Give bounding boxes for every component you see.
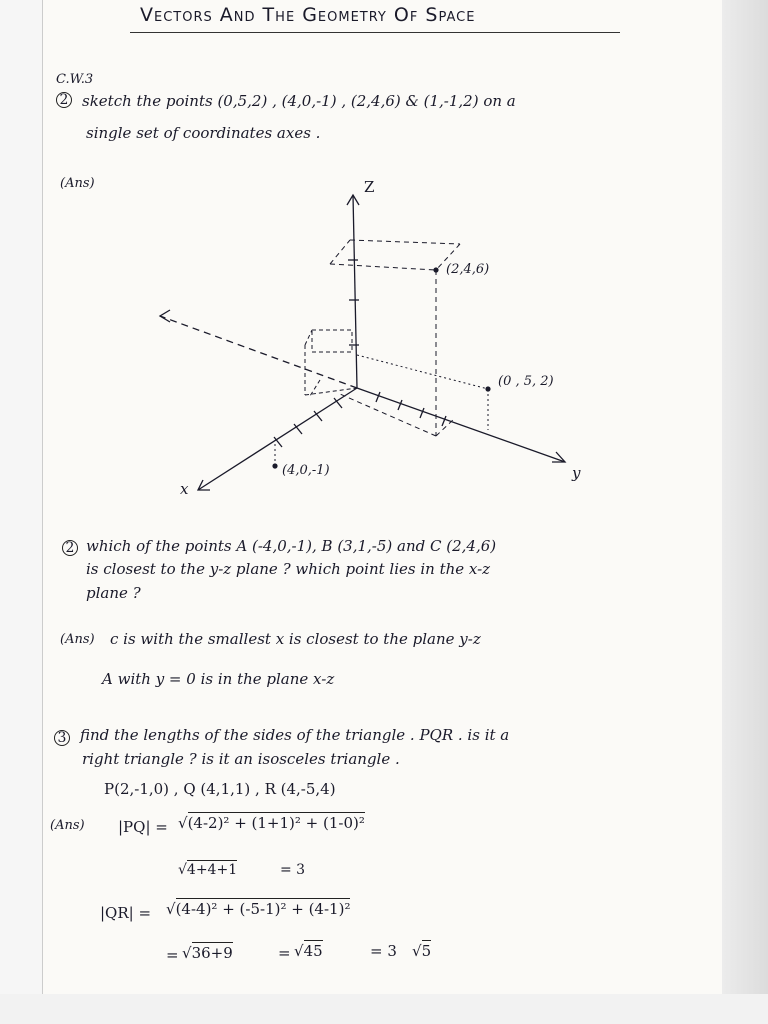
q3-text-line2: right triangle ? is it an isosceles triangle . <box>82 750 400 768</box>
q2-number: 2 <box>62 540 78 556</box>
q3-answer-label: (Ans) <box>50 818 85 833</box>
pq-result: = 3 <box>280 862 306 878</box>
q1-text-line2: single set of coordinates axes . <box>86 124 321 142</box>
point-0-5-2 <box>485 386 490 391</box>
pq-radicand-simplified: 4+4+1 <box>186 862 238 878</box>
z-axis-label: Z <box>364 178 375 196</box>
q3-text-line1: find the lengths of the sides of the triangle . PQR . is it a <box>80 726 510 744</box>
page-title: Vectors And The Geometry Of Space <box>140 4 476 26</box>
point-4-0-m1 <box>272 463 277 468</box>
q2-text-line2: is closest to the y-z plane ? which point lies in the x-z <box>86 560 491 578</box>
z-axis <box>353 195 357 388</box>
qr-radicand: (4-4)² + (-5-1)² + (4-1)² <box>175 900 351 918</box>
q1-answer-label: (Ans) <box>60 176 95 191</box>
label-point-2-4-6: (2,4,6) <box>446 262 490 277</box>
pq-radical: √(4-2)² + (1+1)² + (1-0)² <box>178 814 365 832</box>
point-2-4-6 <box>433 267 438 272</box>
x-axis-label: x <box>180 480 189 498</box>
q1-text-line1: sketch the points (0,5,2) , (4,0,-1) , (2,4,6) & (1,-1,2) on a <box>82 92 516 110</box>
x-axis <box>198 388 357 490</box>
qr-radicand-5: 5 <box>421 942 432 960</box>
qr-lhs: |QR| = <box>100 904 152 922</box>
section-label: C.W.3 <box>56 72 94 87</box>
qr-radicand-sum: 36+9 <box>191 944 233 962</box>
q1-number: 2 <box>56 92 72 108</box>
q2-answer-line1: c is with the smallest x is closest to the plane y-z <box>110 630 481 648</box>
label-point-4-0-m1: (4,0,-1) <box>282 463 330 478</box>
qr-equals: = <box>166 946 179 964</box>
y-axis-label: y <box>572 464 581 482</box>
pq-radicand: (4-2)² + (1+1)² + (1-0)² <box>187 814 365 832</box>
qr-radical: √(4-4)² + (-5-1)² + (4-1)² <box>166 900 351 918</box>
q2-text-line3: plane ? <box>86 584 141 602</box>
q2-text-line1: which of the points A (-4,0,-1), B (3,1,-5) and C (2,4,6) <box>86 537 497 555</box>
pq-radical-simplified: √4+4+1 <box>178 862 238 878</box>
q3-number: 3 <box>54 730 70 746</box>
qr-radical-sum: √36+9 <box>182 944 233 962</box>
q2-answer-line2: A with y = 0 is in the plane x-z <box>102 670 335 688</box>
label-point-0-5-2: (0 , 5, 2) <box>498 374 554 389</box>
qr-radical-5: √5 <box>412 942 432 960</box>
pq-lhs: |PQ| = <box>118 818 168 836</box>
qr-equals-2: = <box>278 944 291 962</box>
qr-result: = 3 <box>370 942 397 960</box>
qr-radical-45: √45 <box>294 942 323 960</box>
q2-answer-label: (Ans) <box>60 632 95 647</box>
q3-points: P(2,-1,0) , Q (4,1,1) , R (4,-5,4) <box>104 780 336 798</box>
y-axis <box>357 388 565 462</box>
qr-radicand-45: 45 <box>303 942 323 960</box>
